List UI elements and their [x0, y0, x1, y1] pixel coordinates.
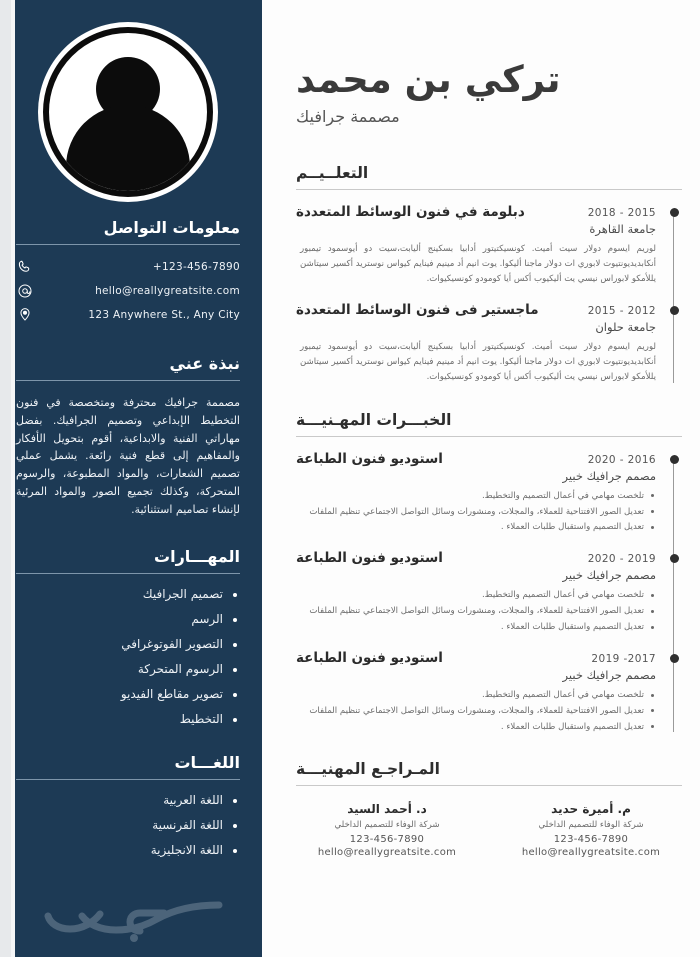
references-section-title: المـراجـع المهنيـــة	[296, 759, 440, 778]
languages-section	[16, 753, 240, 857]
about-section	[16, 354, 240, 519]
list-item: الرسم	[16, 612, 240, 626]
reference-phone: 123-456-7890	[349, 833, 425, 845]
education-entry	[296, 302, 656, 384]
phone-icon	[16, 258, 33, 275]
list-item: اللغة العربية	[16, 793, 240, 807]
list-item: التصوير الفوتوغرافي	[16, 637, 240, 651]
education-description: لوريم ايسوم دولار سيت أميت. كونسيكتيتور أدابيا بسكينج أليابت،سيت دو أيوسمود تيمبور أنكابديديونتيوت لابوري ات دولار ماجنا أليكوا. يوت انيم أد مينيم فينايم كيواس نوستريد أكسير سيتاشن يللأمكو لابوراس نيسي يت أليكيوب أكس أيا كومودو كونسيكيوات.	[300, 342, 656, 382]
page-title: تركي بن محمد	[296, 58, 561, 101]
list-item: تلخصت مهامي في أعمال التصميم والتخطيط.	[296, 490, 656, 503]
experience-company: استوديو فنون الطباعة	[296, 450, 443, 467]
reference-company: شركة الوفاء للتصميم الداخلي	[334, 819, 440, 830]
contact-section-title: معلومات التواصل	[103, 218, 240, 237]
experience-entry-head	[296, 451, 656, 467]
reference-email: hello@reallygreatsite.com	[317, 846, 457, 858]
reference-company: شركة الوفاء للتصميم الداخلي	[538, 819, 644, 830]
education-degree: ماجستير فى فنون الوسائط المتعددة	[296, 302, 539, 319]
reference-phone: 123-456-7890	[553, 833, 629, 845]
experience-section-title: الخبـــرات المهـنيـــة	[296, 410, 452, 429]
education-entry-head	[296, 302, 656, 318]
education-section	[296, 164, 682, 385]
languages-section-title: اللغـــات	[174, 752, 240, 772]
about-text: مصممة جرافيك محترفة ومتخصصة في فنون التخطيط الإبداعي وتصميم الجرافيك. بفضل مهاراتي الفنية والابداعية، أقوم بتحويل الأفكار والمفاهيم إلى قطع فنية رائعة. يشمل عملي تصميم الشعارات، والمواد المطبوعة، والرسوم المتحركة، وكذلك تجميع الصور والمواد المرئية لإنشاء تصاميم استثنائية.	[16, 396, 240, 516]
skills-section	[16, 547, 240, 726]
experience-company: استوديو فنون الطباعة	[296, 550, 443, 567]
references-grid	[296, 800, 682, 860]
experience-bullets	[296, 689, 656, 734]
experience-date: 2019 -2017	[591, 653, 656, 666]
experience-entry-head	[296, 550, 656, 566]
education-date: 2015 - 2012	[587, 305, 656, 318]
list-item: الرسوم المتحركة	[16, 662, 240, 676]
reference-name: م. أميرة حديد	[551, 801, 631, 816]
experience-section	[296, 411, 682, 734]
references-section	[296, 760, 682, 860]
experience-role: مصمم جرافيك خبير	[562, 468, 656, 483]
experience-date: 2020 - 2019	[587, 553, 656, 566]
experience-entry	[296, 550, 656, 634]
languages-list	[16, 793, 240, 857]
skills-divider	[16, 573, 240, 574]
experience-divider	[296, 436, 682, 437]
experience-entry-head	[296, 650, 656, 666]
skills-section-title: المهـــارات	[154, 546, 240, 566]
left-edge-strip	[0, 0, 11, 957]
location-pin-icon	[16, 306, 33, 323]
experience-company: استوديو فنون الطباعة	[296, 650, 443, 667]
about-section-title: نبذة عني	[169, 354, 240, 373]
left-edge-strip-inner	[11, 0, 15, 957]
user-avatar-placeholder-icon	[43, 27, 213, 197]
references-divider	[296, 785, 682, 786]
list-item: تلخصت مهامي في أعمال التصميم والتخطيط.	[296, 589, 656, 602]
sidebar	[0, 0, 262, 957]
list-item: التخطيط	[16, 712, 240, 726]
education-timeline	[296, 204, 682, 385]
about-divider	[16, 380, 240, 381]
experience-role: مصمم جرافيك خبير	[562, 568, 656, 583]
contact-email-text: hello@reallygreatsite.com	[95, 284, 240, 297]
languages-divider	[16, 779, 240, 780]
list-item: تعديل التصميم واستقبال طلبات العملاء .	[296, 721, 656, 734]
avatar-body-shape	[66, 105, 190, 197]
list-item: اللغة الانجليزية	[16, 843, 240, 857]
job-title: مصممة جرافيك	[296, 107, 400, 126]
contact-section	[16, 218, 240, 323]
reference-email: hello@reallygreatsite.com	[521, 846, 661, 858]
reference-name: د. أحمد السيد	[347, 801, 427, 816]
education-degree: دبلومة في فنون الوسائط المتعددة	[296, 204, 525, 220]
education-date: 2018 - 2015	[587, 207, 656, 219]
list-item: تعديل الصور الافتتاحية للعملاء، والمجلات، ومنشورات وسائل التواصل الاجتماعي تنظيم الملفات	[296, 605, 656, 618]
list-item: تعديل التصميم واستقبال طلبات العملاء .	[296, 621, 656, 634]
reference-card	[500, 802, 682, 860]
experience-timeline	[296, 451, 682, 734]
education-section-title: التعلــيــم	[296, 164, 369, 182]
list-item: تعديل الصور الافتتاحية للعملاء، والمجلات، ومنشورات وسائل التواصل الاجتماعي تنظيم الملفات	[296, 705, 656, 718]
education-divider	[296, 189, 682, 190]
skills-list	[16, 587, 240, 726]
reference-card	[296, 802, 478, 860]
avatar-container	[16, 0, 240, 218]
contact-divider	[16, 244, 240, 245]
contact-phone-text: +123-456-7890	[152, 260, 240, 273]
list-item: تصوير مقاطع الفيديو	[16, 687, 240, 701]
experience-entry	[296, 451, 656, 535]
contact-row-address	[16, 306, 240, 323]
list-item: تعديل الصور الافتتاحية للعملاء، والمجلات، ومنشورات وسائل التواصل الاجتماعي تنظيم الملفات	[296, 506, 656, 519]
at-email-icon	[16, 282, 33, 299]
experience-role: مصمم جرافيك خبير	[562, 668, 656, 683]
education-institution: جامعة القاهرة	[589, 222, 656, 236]
experience-bullets	[296, 589, 656, 634]
main-content	[262, 0, 700, 957]
list-item: تصميم الجرافيك	[16, 587, 240, 601]
contact-row-phone	[16, 258, 240, 275]
list-item: تعديل التصميم واستقبال طلبات العملاء .	[296, 521, 656, 534]
education-institution: جامعة حلوان	[595, 320, 656, 335]
list-item: اللغة الفرنسية	[16, 818, 240, 832]
watermark-logo	[14, 883, 242, 949]
experience-entry	[296, 650, 656, 734]
experience-date: 2020 - 2016	[587, 453, 656, 466]
education-entry-head	[296, 204, 656, 220]
education-entry	[296, 204, 656, 286]
education-description: لوريم ايسوم دولار سيت أميت. كونسيكتيتور أدابيا بسكينج أليابت،سيت دو أيوسمود تيمبور أنكابديديونتيوت لابوري ات دولار ماجنا أليكوا. يوت انيم أد مينيم فينايم كيواس نوستريد أكسير سيتاشن يللأمكو لابوراس نيسي يت أليكيوب أكس أيا كومودو كونسيكيوات.	[300, 244, 656, 284]
list-item: تلخصت مهامي في أعمال التصميم والتخطيط.	[296, 689, 656, 702]
experience-bullets	[296, 490, 656, 535]
contact-address-text: 123 Anywhere St., Any City	[88, 308, 240, 321]
name-block	[296, 0, 682, 164]
contact-row-email	[16, 282, 240, 299]
